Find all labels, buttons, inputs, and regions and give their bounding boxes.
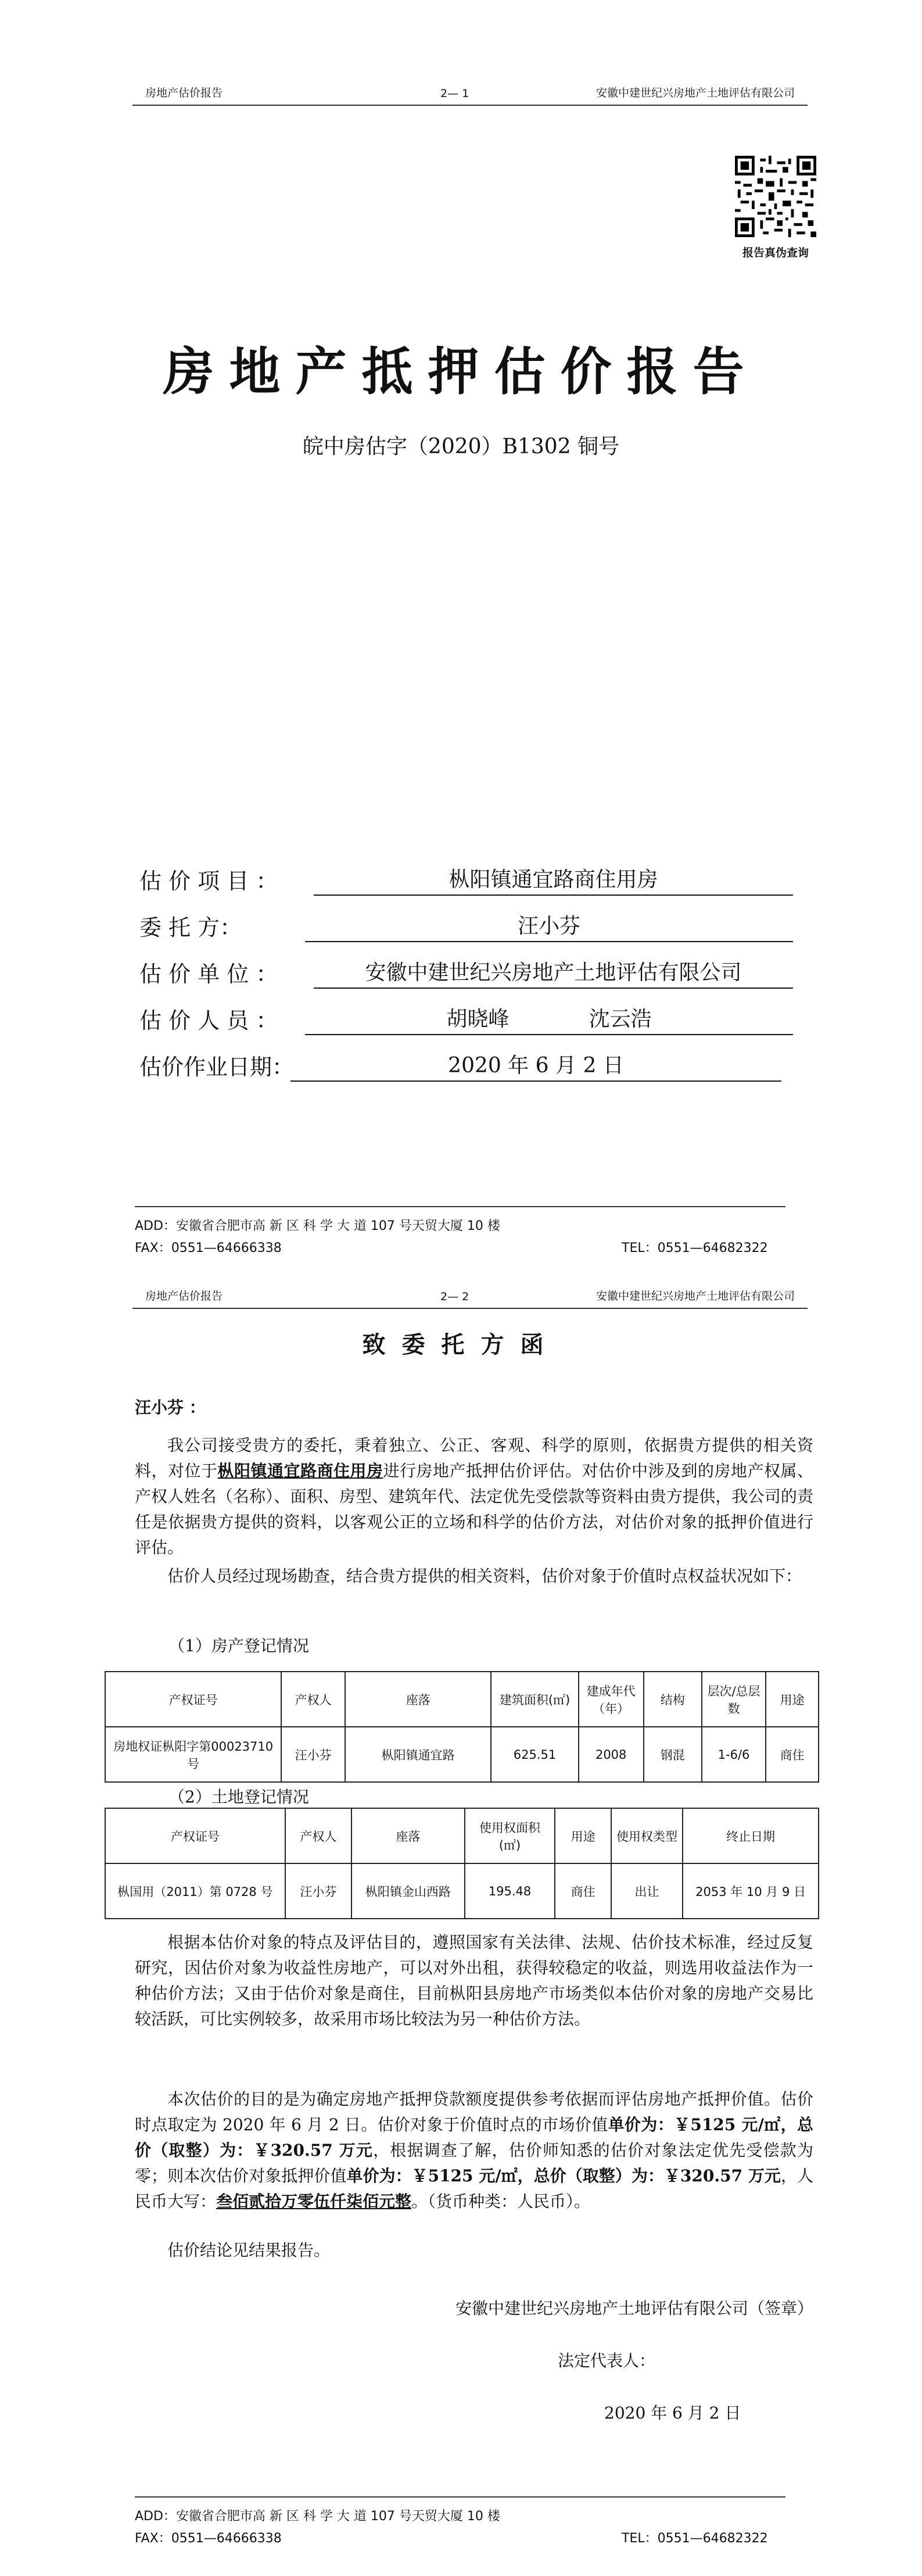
house-registration-table <box>105 1671 819 1783</box>
info-value: 胡晓峰 沈云浩 <box>305 1003 793 1035</box>
table-cell: 枞阳镇通宜路 <box>345 1727 491 1782</box>
salutation: 汪小芬 ： <box>135 1398 206 1417</box>
land-registration-table <box>105 1808 819 1919</box>
section-house-registration: （1）房产登记情况 <box>168 1636 309 1655</box>
footer-divider <box>135 1206 785 1207</box>
page-1 <box>0 0 922 1285</box>
qr-code-icon[interactable] <box>735 156 816 237</box>
table-cell: 枞阳镇金山西路 <box>351 1863 465 1919</box>
header-left: 房地产估价报告 <box>145 1290 223 1303</box>
info-value: 2020 年 6 月 2 日 <box>290 1049 781 1082</box>
paragraph-conclusion: 估价结论见结果报告。 <box>167 2241 331 2260</box>
property-name: 枞阳镇通宜路商住用房 <box>217 1461 383 1480</box>
info-label: 估价作业日期： <box>139 1054 295 1080</box>
header-left: 房地产估价报告 <box>145 87 223 99</box>
footer-address: ADD：安徽省合肥市高 新 区 科 学 大 道 107 号天贸大厦 10 楼 <box>135 1219 500 1233</box>
footer-divider <box>135 2496 785 2498</box>
footer-tel: TEL：0551—64682322 <box>622 1241 768 1255</box>
header-company: 安徽中建世纪兴房地产土地评估有限公司 <box>595 87 795 99</box>
page-header <box>132 1285 808 1309</box>
paragraph-valuation <box>135 2087 813 2214</box>
header-company: 安徽中建世纪兴房地产土地评估有限公司 <box>595 1290 795 1303</box>
text: 进行房地产抵押估价评估。对估价中涉及到的房地产权属、产权人姓名（名称）、面积、房型、建筑年代、法定优先受偿款等资料由贵方提供，我公司的责任是依据贵方提供的资料，以客观公正的立场和科学的估价方法，对估价对象的抵押价值进行评估。 <box>135 1461 813 1557</box>
text: ，人民币大写： <box>135 2166 813 2211</box>
text: 本次估价的目的是为确定房地产抵押贷款额度提供参考依据而评估房地产抵押价值。估价时点取定为 2020 年 6 月 2 日。估价对象于价值时点的市场价值 <box>135 2090 813 2134</box>
table-header: 产权证号 <box>105 1808 285 1863</box>
info-value: 枞阳镇通宜路商住用房 <box>314 863 793 896</box>
market-value: 单价为：￥5125 元/㎡，总价（取整）为：￥320.57 万元 <box>135 2115 814 2160</box>
info-value: 汪小芬 <box>305 910 793 942</box>
table-header: 结构 <box>644 1672 702 1727</box>
page-2 <box>0 1285 922 2576</box>
table-cell: 195.48 <box>465 1863 555 1919</box>
footer-fax: FAX：0551—64666338 <box>135 1241 282 1255</box>
table-cell: 枞国用（2011）第 0728 号 <box>105 1863 285 1919</box>
table-header: 建筑面积(㎡) <box>491 1672 578 1727</box>
info-label: 委 托 方： <box>139 915 242 940</box>
table-cell: 2053 年 10 月 9 日 <box>683 1863 819 1919</box>
signature-date: 2020 年 6 月 2 日 <box>604 2403 741 2423</box>
page-header <box>132 81 808 106</box>
footer-address: ADD：安徽省合肥市高 新 区 科 学 大 道 107 号天贸大厦 10 楼 <box>135 2509 500 2524</box>
table-header-row <box>105 1808 819 1863</box>
table-header: 座落 <box>351 1808 465 1863</box>
table-header: 终止日期 <box>683 1808 819 1863</box>
table-header: 座落 <box>345 1672 491 1727</box>
header-page-number: 2— 2 <box>440 1290 469 1303</box>
table-header: 用途 <box>555 1808 611 1863</box>
text: 我公司接受贵方的委托，秉着独立、公正、客观、科学的原则，依据贵方提供的相关资料，对位于 <box>135 1436 813 1480</box>
table-header-row <box>105 1672 819 1727</box>
signature-representative: 法定代表人： <box>558 2351 656 2370</box>
table-cell: 汪小芬 <box>285 1863 351 1919</box>
paragraph-survey: 估价人员经过现场勘查，结合贵方提供的相关资料，估价对象于价值时点权益状况如下： <box>167 1566 802 1586</box>
table-cell: 625.51 <box>491 1727 578 1782</box>
table-row <box>105 1727 819 1782</box>
table-header: 使用权面积(㎡) <box>465 1808 555 1863</box>
table-header: 建成年代（年） <box>579 1672 644 1727</box>
table-header: 用途 <box>766 1672 819 1727</box>
text: 。（货币种类：人民币）。 <box>411 2192 591 2211</box>
table-header: 产权人 <box>285 1808 351 1863</box>
info-label: 估 价 项 目 ： <box>139 868 278 894</box>
table-cell: 钢混 <box>644 1727 702 1782</box>
table-cell: 1-6/6 <box>702 1727 766 1782</box>
info-label: 估 价 人 员 ： <box>139 1008 278 1033</box>
table-row <box>105 1863 819 1919</box>
footer-tel: TEL：0551—64682322 <box>622 2531 768 2546</box>
amount-in-words: 叁佰贰拾万零伍仟柒佰元整 <box>216 2192 412 2211</box>
table-cell: 商住 <box>555 1863 611 1919</box>
table-cell: 汪小芬 <box>281 1727 345 1782</box>
table-cell: 2008 <box>579 1727 644 1782</box>
qr-caption: 报告真伪查询 <box>742 246 809 259</box>
section-land-registration: （2）土地登记情况 <box>168 1787 309 1806</box>
info-value: 安徽中建世纪兴房地产土地评估有限公司 <box>314 956 793 989</box>
table-header: 产权人 <box>281 1672 345 1727</box>
table-cell: 出让 <box>611 1863 683 1919</box>
table-cell: 房地权证枞阳字第00023710 号 <box>105 1727 281 1782</box>
paragraph-intro <box>135 1433 813 1561</box>
letter-title: 致委托方函 <box>362 1331 560 1358</box>
report-title: 房地产抵押估价报告 <box>163 341 759 402</box>
table-header: 产权证号 <box>105 1672 281 1727</box>
document-number: 皖中房估字（2020）B1302 铜号 <box>302 435 620 459</box>
signature-company: 安徽中建世纪兴房地产土地评估有限公司（签章） <box>455 2299 813 2318</box>
paragraph-methods: 根据本估价对象的特点及评估目的，遵照国家有关法律、法规、估价技术标准，经过反复研究，因估价对象为收益性房地产，可以对外出租，获得较稳定的收益，则选用收益法作为一种估价方法；又由于估价对象是商住，目前枞阳县房地产市场类似本估价对象的房地产交易比较活跃，可比实例较多，故采用市场比较法为另一种估价方法。 <box>135 1933 813 2028</box>
footer-fax: FAX：0551—64666338 <box>135 2531 282 2546</box>
table-cell: 商住 <box>766 1727 819 1782</box>
info-label: 估 价 单 位 ： <box>139 961 278 987</box>
mortgage-value: 单价为：￥5125 元/㎡，总价（取整）为：￥320.57 万元 <box>346 2166 781 2185</box>
table-header: 使用权类型 <box>611 1808 683 1863</box>
text: ，根据调查了解，估价师知悉的估价对象法定优先受偿款为零；则本次估价对象抵押价值 <box>135 2141 813 2185</box>
header-page-number: 2— 1 <box>440 87 469 100</box>
table-header: 层次/总层数 <box>702 1672 766 1727</box>
